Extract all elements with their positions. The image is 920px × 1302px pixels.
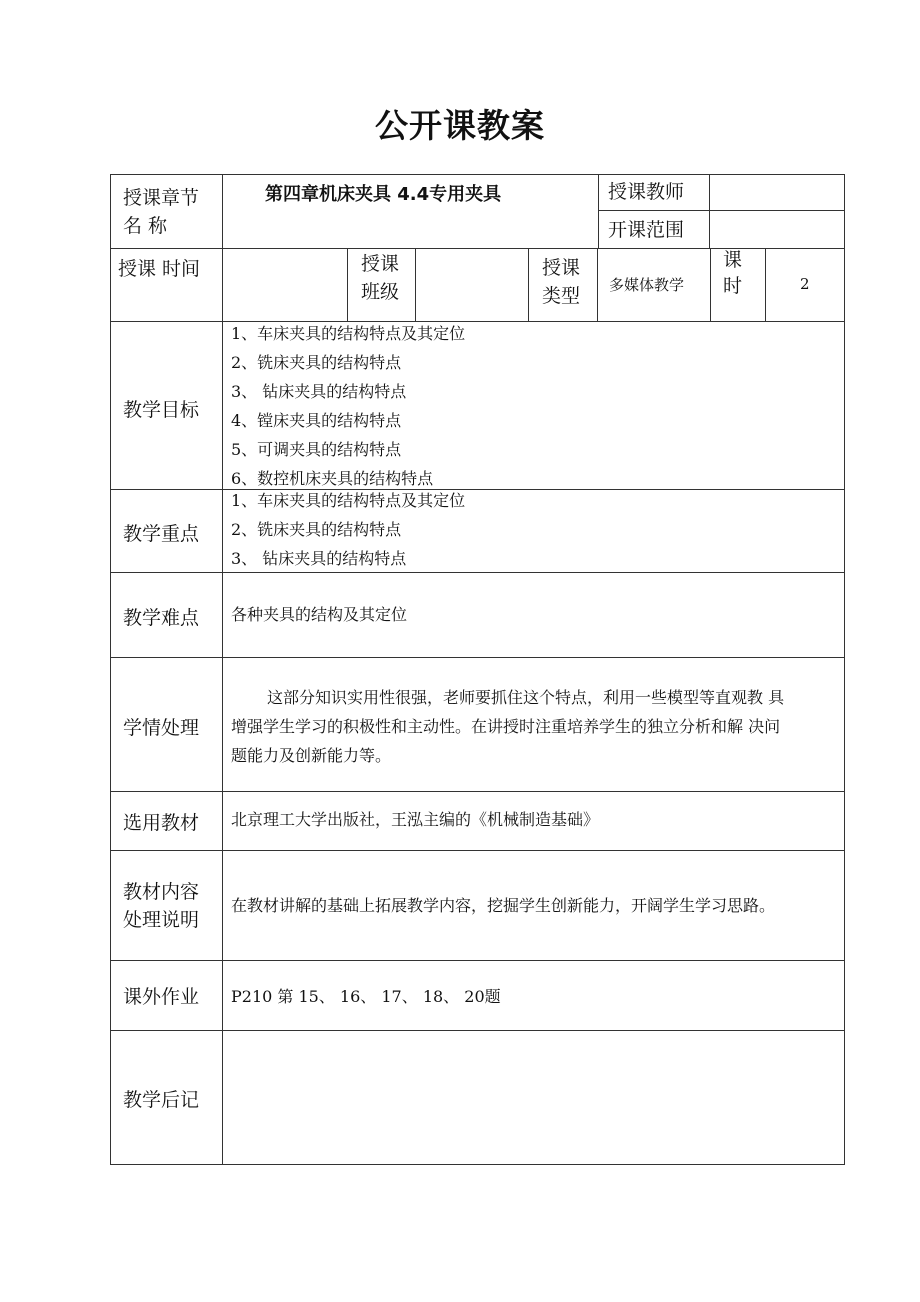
situation-text (231, 683, 784, 770)
textbook-label: 选用教材 (123, 812, 200, 834)
material-label (123, 878, 199, 934)
class-label (361, 250, 399, 306)
homework-text: P210 第 15、 16、 17、 18、 20题 (231, 987, 501, 1006)
scope-label: 开课范围 (608, 219, 685, 241)
situation-label: 学情处理 (123, 717, 200, 739)
situation-line: 这部分知识实用性很强，老师要抓住这个特点，利用一些模型等直观教 具 (267, 688, 785, 707)
table-divider (710, 248, 711, 322)
chapter-label-line1: 授课章节 (123, 187, 200, 209)
list-item: 6、数控机床夹具的结构特点 (231, 469, 434, 488)
type-label (542, 254, 580, 310)
table-border-top (110, 174, 845, 175)
situation-line: 增强学生学习的积极性和主动性。在讲授时注重培养学生的独立分析和解 决问 (231, 717, 781, 736)
class-label-line1: 授课 (361, 253, 400, 275)
list-item: 3、 钻床夹具的结构特点 (231, 549, 407, 568)
key-points-label: 教学重点 (123, 523, 200, 545)
situation-line: 题能力及创新能力等。 (231, 746, 392, 765)
hours-label-line1: 课 (723, 249, 743, 271)
postscript-label: 教学后记 (123, 1089, 200, 1111)
table-divider (415, 248, 416, 322)
hours-label (723, 247, 742, 299)
table-divider (528, 248, 529, 322)
material-label-line2: 处理说明 (123, 909, 200, 931)
table-divider (598, 210, 845, 211)
table-divider (110, 1030, 845, 1031)
list-item: 2、铣床夹具的结构特点 (231, 520, 402, 539)
table-divider (110, 321, 845, 322)
class-label-line2: 班级 (361, 281, 400, 303)
table-divider (347, 248, 348, 322)
table-border-bottom (110, 1164, 845, 1165)
hours-label-line2: 时 (723, 275, 743, 297)
key-points-list (231, 486, 465, 573)
homework-label: 课外作业 (123, 986, 200, 1008)
hours-value: 2 (800, 275, 810, 293)
chapter-label-line2: 名 称 (123, 215, 168, 237)
textbook-text: 北京理工大学出版社，王泓主编的《机械制造基础》 (231, 810, 600, 829)
list-item: 2、铣床夹具的结构特点 (231, 353, 402, 372)
list-item: 1、车床夹具的结构特点及其定位 (231, 491, 466, 510)
type-label-line2: 类型 (542, 285, 581, 307)
list-item: 5、可调夹具的结构特点 (231, 440, 402, 459)
chapter-value: 第四章机床夹具 4.4专用夹具 (265, 184, 502, 205)
type-label-line1: 授课 (542, 257, 581, 279)
table-divider (110, 489, 845, 490)
table-border-left (110, 174, 111, 1165)
lesson-plan-table (110, 174, 845, 1165)
chapter-label (123, 184, 199, 240)
table-divider (598, 174, 599, 249)
table-divider (110, 791, 845, 792)
table-divider (765, 248, 766, 322)
teacher-label: 授课教师 (608, 181, 685, 203)
table-border-right (844, 174, 845, 1165)
list-item: 3、 钻床夹具的结构特点 (231, 382, 407, 401)
objectives-list (231, 319, 465, 493)
table-divider (597, 248, 598, 322)
material-label-line1: 教材内容 (123, 881, 200, 903)
objectives-label: 教学目标 (123, 399, 200, 421)
difficulties-text: 各种夹具的结构及其定位 (231, 605, 408, 624)
difficulties-label: 教学难点 (123, 607, 200, 629)
table-divider (110, 850, 845, 851)
type-value: 多媒体教学 (609, 276, 685, 294)
list-item: 4、镗床夹具的结构特点 (231, 411, 402, 430)
table-divider (110, 572, 845, 573)
table-divider (110, 657, 845, 658)
time-label: 授课 时间 (118, 258, 201, 280)
table-divider (222, 174, 223, 1165)
table-divider (110, 960, 845, 961)
table-divider (709, 174, 710, 249)
material-text: 在教材讲解的基础上拓展教学内容，挖掘学生创新能力，开阔学生学习思路。 (231, 896, 776, 915)
page-title: 公开课教案 (375, 106, 545, 145)
list-item: 1、车床夹具的结构特点及其定位 (231, 324, 466, 343)
